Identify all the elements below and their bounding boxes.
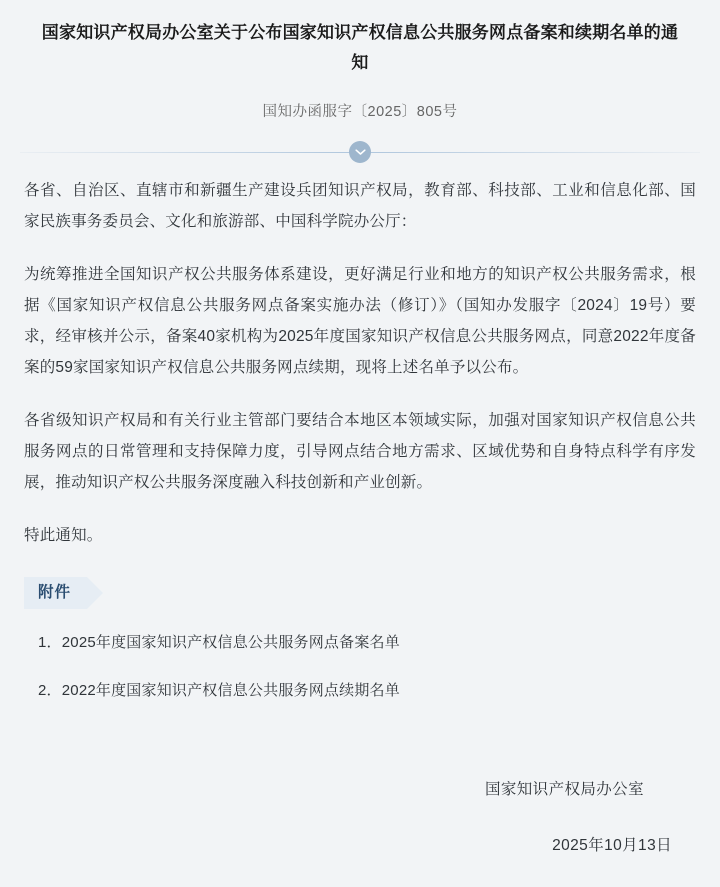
document-number: 国知办函服字〔2025〕805号 xyxy=(262,104,458,120)
section-divider xyxy=(20,135,700,169)
paragraph-background: 为统筹推进全国知识产权公共服务体系建设，更好满足行业和地方的知识产权公共服务需求，根据《国家知识产权信息公共服务网点备案实施办法（修订）》（国知办发服字〔2024〕19号）要求，经审核并公示，备案40家机构为2025年度国家知识产权信息公共服务网点，同意2022年度备案的59家国家知识产权信息公共服务网点续期，现将上述名单予以公布。 xyxy=(24,266,696,376)
bottom-spacer xyxy=(24,861,696,887)
attachments-label: 附件 xyxy=(24,577,87,609)
signature-issuer: 国家知识产权局办公室 xyxy=(484,781,644,798)
chevron-down-icon xyxy=(349,141,371,163)
page-title: 国家知识产权局办公室关于公布国家知识产权信息公共服务网点备案和续期名单的通知 xyxy=(41,23,679,72)
list-item[interactable]: 2．2022年度国家知识产权信息公共服务网点续期名单 xyxy=(38,682,400,699)
list-item[interactable]: 1．2025年度国家知识产权信息公共服务网点备案名单 xyxy=(38,634,400,651)
paragraph-requirements: 各省级知识产权局和有关行业主管部门要结合本地区本领域实际，加强对国家知识产权信息公共服务网点的日常管理和支持保障力度，引导网点结合地方需求、区域优势和自身特点科学有序发展，推动知识产权公共服务深度融入科技创新和产业创新。 xyxy=(24,412,696,491)
paragraph-recipients: 各省、自治区、直辖市和新疆生产建设兵团知识产权局，教育部、科技部、工业和信息化部、国家民族事务委员会、文化和旅游部、中国科学院办公厅： xyxy=(24,182,696,230)
signature-block xyxy=(24,775,696,861)
paragraph-closing: 特此通知。 xyxy=(24,527,103,544)
document-body xyxy=(0,169,720,887)
attachments-header xyxy=(24,577,696,609)
signature-date: 2025年10月13日 xyxy=(552,837,672,854)
attachments-list xyxy=(24,619,696,715)
